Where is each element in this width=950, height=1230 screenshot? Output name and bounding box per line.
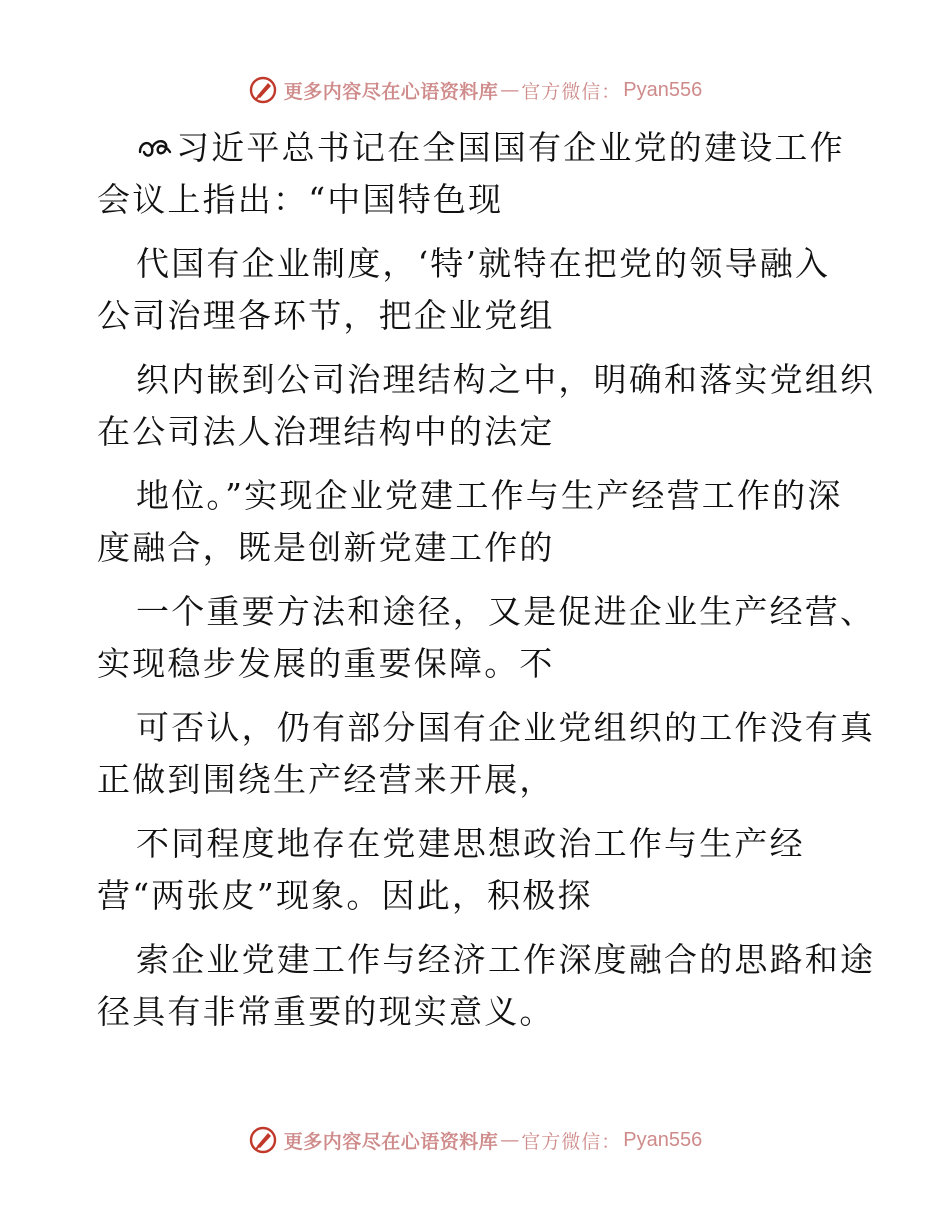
body-line: 在公司法人治理结构中的法定 bbox=[97, 412, 555, 451]
body-line: 度融合，既是创新党建工作的 bbox=[97, 528, 555, 567]
body-line: 会议上指出：“中国特色现 bbox=[97, 180, 504, 219]
body-line: 一个重要方法和途径，又是促进企业生产经营、 bbox=[136, 592, 876, 631]
body-line: 径具有非常重要的现实意义。 bbox=[97, 992, 555, 1031]
body-line: 营“两张皮”现象。因此，积极探 bbox=[97, 876, 593, 915]
brand-logo-icon bbox=[248, 1125, 278, 1155]
body-line bbox=[136, 122, 845, 174]
banner-wechat-label: 官方微信： bbox=[521, 1130, 622, 1153]
body-line: 可否认，仍有部分国有企业党组织的工作没有真 bbox=[136, 708, 876, 747]
body-line: 织内嵌到公司治理结构之中，明确和落实党组织 bbox=[136, 360, 876, 399]
body-line: 不同程度地存在党建思想政治工作与生产经 bbox=[136, 824, 805, 863]
banner-slogan: 更多内容尽在心语资料库 bbox=[283, 1130, 499, 1153]
body-line: 地位。”实现企业党建工作与生产经营工作的深 bbox=[136, 476, 843, 515]
brand-logo-icon bbox=[248, 75, 278, 105]
banner-dash: — bbox=[500, 79, 520, 101]
banner-wechat-id: Pyan556 bbox=[623, 1128, 703, 1151]
banner-wechat-label: 官方微信： bbox=[521, 80, 622, 103]
body-line-text: 习近平总书记在全国国有企业党的建设工作 bbox=[176, 128, 845, 167]
body-line: 索企业党建工作与经济工作深度融合的思路和途 bbox=[136, 940, 876, 979]
body-line: 正做到围绕生产经营来开展， bbox=[97, 760, 555, 799]
header-banner bbox=[0, 70, 950, 110]
footer-banner bbox=[0, 1120, 950, 1160]
ornament-bullet-icon bbox=[136, 132, 174, 162]
banner-dash: — bbox=[500, 1129, 520, 1151]
banner-wechat-id: Pyan556 bbox=[623, 78, 703, 101]
body-line: 实现稳步发展的重要保障。不 bbox=[97, 644, 555, 683]
body-line: 代国有企业制度，‘特’就特在把党的领导融入 bbox=[136, 244, 831, 283]
banner-slogan: 更多内容尽在心语资料库 bbox=[283, 80, 499, 103]
body-line: 公司治理各环节，把企业党组 bbox=[97, 296, 555, 335]
